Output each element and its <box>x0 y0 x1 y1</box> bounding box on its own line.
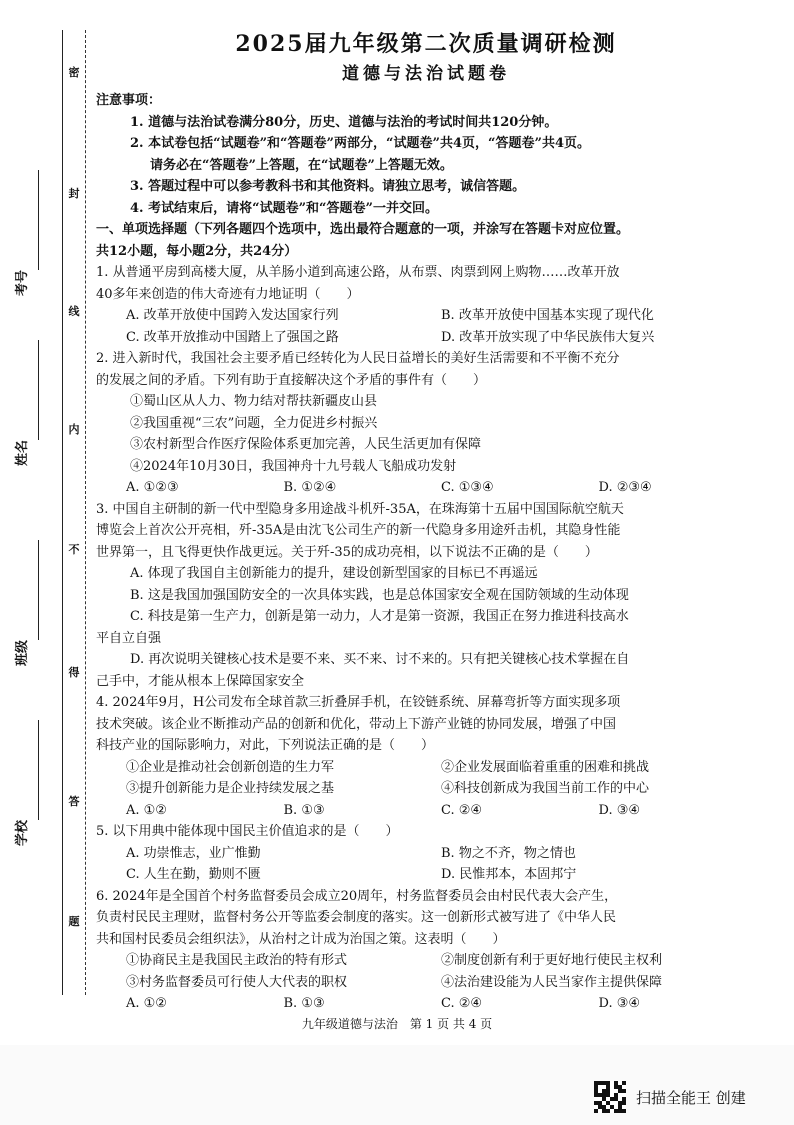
statement-item: ②我国重视“三农”问题，全力促进乡村振兴 <box>130 415 378 431</box>
option-c: C. ②④ <box>441 802 483 818</box>
question-stem: 的发展之间的矛盾。下列有助于直接解决这个矛盾的事件有（ ） <box>96 372 487 388</box>
option-a: A. ①② <box>126 802 167 818</box>
binding-line <box>62 30 63 995</box>
field-class: 班级 <box>24 540 54 670</box>
seal-dashed-line <box>85 30 86 995</box>
question-stem: 40多年来创造的伟大奇迹有力地证明（ ） <box>96 286 360 302</box>
option-b: B. 改革开放使中国基本实现了现代化 <box>441 308 654 323</box>
option-b: B. 物之不齐，物之情也 <box>441 845 576 861</box>
option-a: A. ①②③ <box>126 480 179 495</box>
notice-item: 1. 道德与法治试卷满分80分，历史、道德与法治的考试时间共120分钟。 <box>130 114 558 130</box>
statement-item: ①协商民主是我国民主政治的特有形式 <box>126 953 348 968</box>
qr-code-icon <box>594 1081 626 1113</box>
page-footer: 九年级道德与法治 第 1 页 共 4 页 <box>301 1017 493 1031</box>
option-a: A. ①② <box>126 996 167 1011</box>
option-c-cont: 平自立自强 <box>96 630 162 646</box>
statement-item: ②制度创新有利于更好地行使民主权利 <box>441 953 663 968</box>
section-heading: 一、单项选择题（下列各题四个选项中，选出最符合题意的一项，并涂写在答题卡对应位置。 <box>96 222 630 237</box>
option-c: C. 人生在勤，勤则不匮 <box>126 867 261 882</box>
question-stem: 6. 2024年是全国首个村务监督委员会成立20周年，村务监督委员会由村民代表大会产生， <box>96 888 618 904</box>
option-d: D. 再次说明关键核心技术是要不来、买不来、讨不来的。只有把关键核心技术掌握在自 <box>130 652 630 667</box>
question-6 <box>96 886 756 1015</box>
option-d: D. ②③④ <box>598 480 652 495</box>
question-stem: 科技产业的国际影响力，对此，下列说法正确的是（ ） <box>96 738 435 753</box>
question-stem: 3. 中国自主研制的新一代中型隐身多用途战斗机歼-35A，在珠海第十五届中国国际航空航天 <box>96 501 624 517</box>
statement-item: ③提升创新能力是企业持续发展之基 <box>126 781 335 796</box>
seal-char: 线 <box>68 305 80 318</box>
option-d: D. ③④ <box>598 802 641 818</box>
exam-content <box>96 28 756 1015</box>
notice <box>96 90 756 219</box>
exam-title: 2025届九年级第二次质量调研检测 <box>235 31 617 57</box>
section-heading: 共12小题，每小题2分，共24分） <box>96 243 298 259</box>
statement-item: ③农村新型合作医疗保险体系更加完善，人民生活更加有保障 <box>130 437 482 452</box>
seal-char: 密 <box>68 66 80 79</box>
seal-char: 得 <box>68 666 80 679</box>
question-stem: 博览会上首次公开亮相，歼-35A是由沈飞公司生产的新一代隐身多用途歼击机，其隐身性能 <box>96 523 621 538</box>
question-3 <box>96 499 756 693</box>
question-stem: 技术突破。该企业不断推动产品的创新和优化，带动上下游产业链的协同发展，增强了中国 <box>96 716 617 732</box>
question-5 <box>96 821 756 886</box>
notice-item: 4. 考试结束后，请将“试题卷”和“答题卷”一并交回。 <box>130 200 439 216</box>
question-stem: 1. 从普通平房到高楼大厦，从羊肠小道到高速公路，从布票、肉票到网上购物……改革开放 <box>96 265 620 280</box>
seal-char: 题 <box>68 915 80 928</box>
question-stem: 负责村民民主理财，监督村务公开等监委会制度的落实。这一创新形式被写进了《中华人民 <box>96 910 617 925</box>
seal-char: 不 <box>68 543 80 556</box>
option-d: D. 民惟邦本，本固邦宁 <box>441 867 577 882</box>
option-b: B. ①②④ <box>283 480 337 495</box>
notice-item: 请务必在“答题卷”上答题，在“试题卷”上答题无效。 <box>150 157 453 173</box>
option-c: C. ①③④ <box>441 480 494 495</box>
option-d: D. 改革开放实现了中华民族伟大复兴 <box>441 329 655 345</box>
option-a: A. 改革开放使中国跨入发达国家行列 <box>126 308 339 323</box>
seal-char: 内 <box>68 423 80 436</box>
question-stem: 共和国村民委员会组织法》，从治村之计成为治国之策。这表明（ ） <box>96 931 506 947</box>
statement-item: ①蜀山区从人力、物力结对帮扶新疆皮山县 <box>130 394 378 409</box>
scanner-watermark <box>594 1081 746 1113</box>
statement-item: ②企业发展面临着重重的困难和挑战 <box>441 759 650 775</box>
seal-char: 答 <box>68 795 80 808</box>
option-a: A. 体现了我国自主创新能力的提升，建设创新型国家的目标已不再遥远 <box>130 566 538 581</box>
notice-heading: 注意事项： <box>96 93 162 108</box>
question-stem: 2. 进入新时代，我国社会主要矛盾已经转化为人民日益增长的美好生活需要和不平衡不充分 <box>96 351 620 366</box>
field-school: 学校 <box>24 720 54 850</box>
notice-item: 2. 本试卷包括“试题卷”和“答题卷”两部分，“试题卷”共4页，“答题卷”共4页。 <box>130 136 591 151</box>
question-4 <box>96 692 756 821</box>
option-a: A. 功崇惟志，业广惟勤 <box>126 845 261 861</box>
statement-item: ④2024年10月30日，我国神舟十九号载人飞船成功发射 <box>130 458 457 474</box>
field-name: 姓名 <box>24 340 54 470</box>
watermark-text: 扫描全能王 创建 <box>636 1088 746 1107</box>
option-c: C. ②④ <box>441 996 483 1011</box>
statement-item: ④法治建设能为人民当家作主提供保障 <box>441 974 663 990</box>
option-d-cont: 己手中，才能从根本上保障国家安全 <box>96 673 305 689</box>
option-b: B. ①③ <box>283 996 325 1011</box>
option-b: B. ①③ <box>283 802 325 818</box>
seal-char: 封 <box>68 187 80 200</box>
question-stem: 4. 2024年9月，H公司发布全球首款三折叠屏手机，在铰链系统、屏幕弯折等方面实现多项 <box>96 695 621 710</box>
notice-item: 3. 答题过程中可以参考教科书和其他资料。请独立思考，诚信答题。 <box>130 179 526 194</box>
option-c: C. 改革开放推动中国踏上了强国之路 <box>126 329 339 345</box>
option-c: C. 科技是第一生产力，创新是第一动力，人才是第一资源，我国正在努力推进科技高水 <box>130 609 629 624</box>
statement-item: ④科技创新成为我国当前工作的中心 <box>441 781 650 796</box>
question-2 <box>96 348 756 499</box>
exam-subtitle: 道德与法治试题卷 <box>342 64 510 84</box>
question-stem: 世界第一，且飞得更快作战更远。关于歼-35的成功亮相，以下说法不正确的是（ ） <box>96 544 598 560</box>
question-1 <box>96 262 756 348</box>
question-stem: 5. 以下用典中能体现中国民主价值追求的是（ ） <box>96 824 399 839</box>
statement-item: ①企业是推动社会创新创造的生力军 <box>126 759 335 775</box>
option-b: B. 这是我国加强国防安全的一次具体实践，也是总体国家安全观在国防领域的生动体现 <box>130 587 629 603</box>
statement-item: ③村务监督委员可行使人大代表的职权 <box>126 974 348 990</box>
option-d: D. ③④ <box>598 996 641 1011</box>
field-exam-number: 考号 <box>24 170 54 300</box>
